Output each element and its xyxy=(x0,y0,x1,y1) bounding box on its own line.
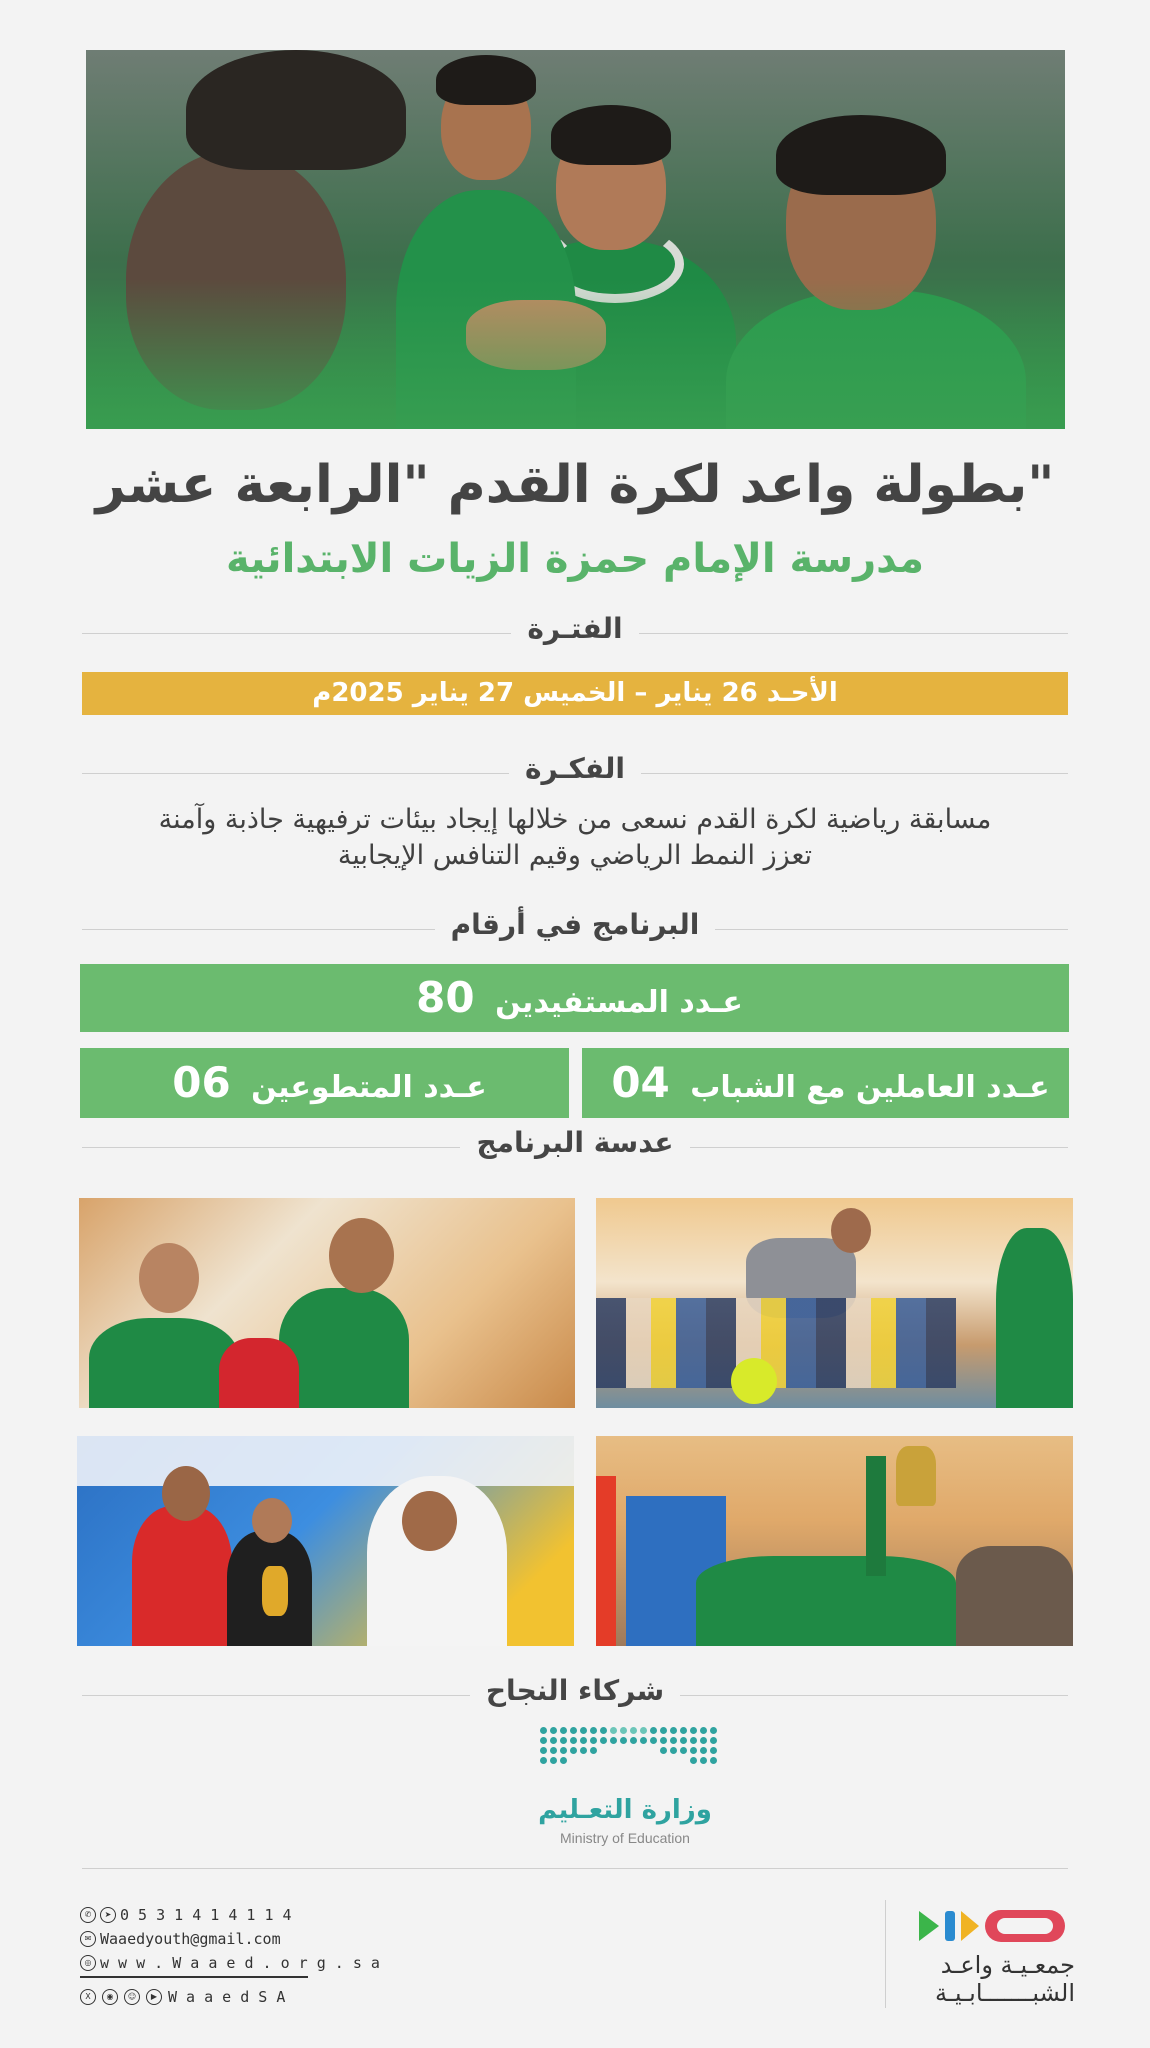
partners-heading-label: شركاء النجاح xyxy=(470,1674,680,1707)
numbers-heading xyxy=(82,908,1068,948)
footer-vertical-divider xyxy=(885,1900,886,2008)
waaed-logo-mark-icon xyxy=(915,1905,1075,1947)
youth-workers-value: 04 xyxy=(611,1058,670,1107)
hero-photo xyxy=(86,50,1065,429)
idea-heading-label: الفكـرة xyxy=(509,752,641,785)
period-heading-label: الفتـرة xyxy=(511,612,638,645)
partners-heading xyxy=(82,1674,1068,1714)
org-name-line-2: الشبـــــــابـيـة xyxy=(934,1979,1075,2007)
phone-contact xyxy=(80,1906,292,1924)
youth-workers-stat xyxy=(582,1048,1069,1118)
gallery-photo-2 xyxy=(596,1198,1073,1408)
website-contact[interactable] xyxy=(80,1954,380,1972)
volunteers-stat xyxy=(80,1048,569,1118)
instagram-icon[interactable]: ◉ xyxy=(102,1989,118,2005)
ministry-emblem-icon xyxy=(540,1727,720,1787)
period-dates: الأحـد 26 يناير – الخميس 27 يناير 2025م xyxy=(82,672,1068,715)
school-name: مدرسة الإمام حمزة الزيات الابتدائية xyxy=(225,536,925,582)
social-handle[interactable]: W a a e d S A xyxy=(168,1988,286,2006)
email-icon: ✉ xyxy=(80,1931,96,1947)
gallery-photo-3 xyxy=(77,1436,574,1646)
idea-text xyxy=(70,802,1080,874)
ministry-name-en: Ministry of Education xyxy=(560,1830,690,1846)
waaed-logo xyxy=(915,1905,1075,2015)
period-heading xyxy=(82,612,1068,652)
volunteers-label: عـدد المتطوعين xyxy=(251,1070,487,1105)
gallery-photo-1 xyxy=(79,1198,575,1408)
ministry-name-ar: وزارة التعـليم xyxy=(538,1795,712,1825)
beneficiaries-label: عـدد المستفيدين xyxy=(495,985,743,1020)
beneficiaries-value: 80 xyxy=(416,973,475,1022)
website-url[interactable]: w w w . W a a e d . o r g . s a xyxy=(100,1954,380,1972)
youth-workers-label: عـدد العاملين مع الشباب xyxy=(690,1070,1050,1105)
numbers-heading-label: البرنامج في أرقام xyxy=(435,908,716,941)
idea-line-2: تعزز النمط الرياضي وقيم التنافس الإيجابية xyxy=(337,840,813,871)
volunteers-value: 06 xyxy=(172,1058,231,1107)
telegram-icon: ➤ xyxy=(100,1907,116,1923)
gallery-heading-label: عدسة البرنامج xyxy=(460,1126,689,1159)
email-address[interactable]: Waaedyouth@gmail.com xyxy=(100,1930,281,1948)
social-contact[interactable] xyxy=(80,1988,285,2006)
gallery-photo-4 xyxy=(596,1436,1073,1646)
page-title: بطولة واعد لكرة القدم "الرابعة عشر" xyxy=(95,455,1055,515)
snapchat-icon[interactable]: ☺ xyxy=(124,1989,140,2005)
globe-icon: ◎ xyxy=(80,1955,96,1971)
org-name-line-1: جمعـيـة واعـد xyxy=(940,1951,1075,1979)
contact-underline xyxy=(80,1976,308,1978)
whatsapp-icon: ✆ xyxy=(80,1907,96,1923)
footer-divider xyxy=(82,1868,1068,1869)
beneficiaries-stat xyxy=(80,964,1069,1032)
idea-heading xyxy=(82,752,1068,792)
gallery-heading xyxy=(82,1126,1068,1166)
youtube-icon[interactable]: ▶ xyxy=(146,1989,162,2005)
phone-number: 0 5 3 1 4 1 4 1 1 4 xyxy=(120,1906,292,1924)
x-icon[interactable]: X xyxy=(80,1989,96,2005)
email-contact[interactable] xyxy=(80,1930,281,1948)
idea-line-1: مسابقة رياضية لكرة القدم نسعى من خلالها إيجاد بيئات ترفيهية جاذبة وآمنة xyxy=(158,804,992,835)
